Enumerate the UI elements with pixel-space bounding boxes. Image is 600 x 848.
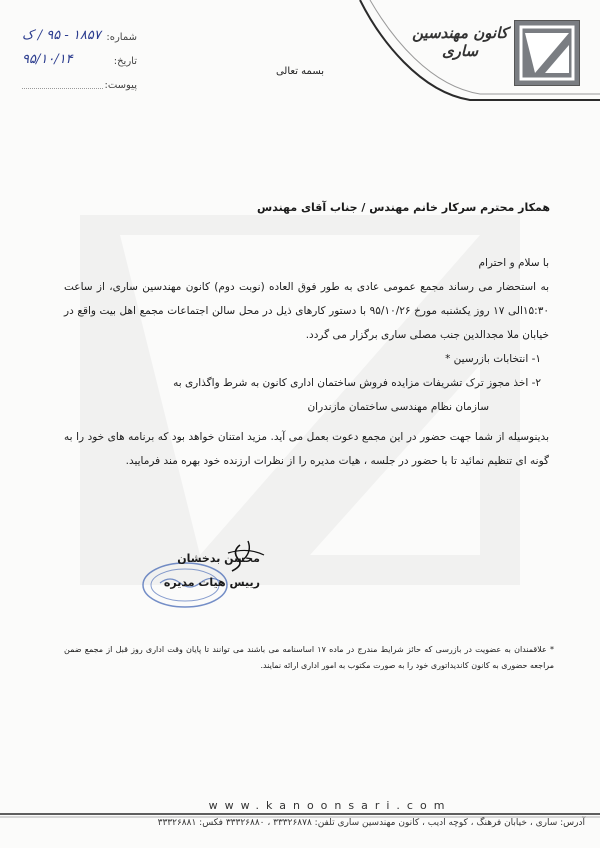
footer-address: آدرس: ساری ، خیابان فرهنگ ، کوچه ادیب ، کانون مهندسین ساری تلفن: ۳۳۳۲۶۸۷۸ ، ۳۳۳۲۶۸۸۰ فکس: ۳۳۳۲۶۸۸۱: [157, 818, 585, 828]
greeting: با سلام و احترام: [478, 257, 549, 269]
date-label: تاریخ:: [113, 56, 137, 67]
attachment-label: پیوست:: [104, 80, 137, 91]
number-label: شماره:: [106, 32, 137, 43]
org-name: کانون مهندسین ساری: [412, 24, 508, 60]
logo-icon: [515, 21, 579, 85]
agenda-item-2-continued: سازمان نظام مهندسی ساختمان مازندران: [307, 401, 489, 413]
footnote: * علاقمندان به عضویت در بازرسی که حائز شرایط مندرج در ماده ۱۷ اساسنامه می باشند می توانند تا پایان وقت اداری روز قبل از مجمع ضمن مراجعه حضوری به کانون کاندیداتوری خود را به صورت مکتوب به امور اداری ارائه نمایند.: [64, 645, 554, 670]
signature-stamp: [140, 535, 290, 615]
date-row: [22, 52, 137, 80]
website: www.kanoonsari.com: [208, 799, 452, 812]
letter-body: [64, 251, 549, 473]
basmala: بسمه تعالی: [275, 66, 325, 77]
agenda-item-1: ۱- انتخابات بازرسین *: [445, 353, 541, 365]
signatory-name: محسن بدخشان: [177, 552, 260, 565]
letter-meta: [22, 28, 137, 104]
attachment-row: [22, 80, 137, 104]
date-value: ۹۵/۱۰/۱۴: [22, 52, 73, 67]
recipient-line: همکار محترم سرکار خانم مهندس / جناب آقای مهندس: [257, 201, 550, 214]
number-value: ۱۸۵۷ - ۹۵ / ک: [22, 28, 101, 43]
paragraph-invitation: بدینوسیله از شما جهت حضور در این مجمع دعوت بعمل می آید. مزید امتنان خواهد بود که برنامه های خود را به گونه ای تنظیم نمائید تا با حضور در جلسه ، هیات مدیره را از نظرات ارزنده خود بهره مند فرمایید.: [64, 431, 549, 467]
agenda-item-2: ۲- اخذ مجوز ترک تشریفات مزایده فروش ساختمان اداری کانون به شرط واگذاری به: [173, 377, 541, 389]
attachment-dots: [22, 88, 103, 89]
signatory-title: رییس هیات مدیره: [163, 576, 260, 589]
paragraph-intro: به استحضار می رساند مجمع عمومی عادی به طور فوق العاده (نوبت دوم) کانون مهندسین ساری، از ساعت ۱۵:۳۰الی ۱۷ روز یکشنبه مورخ ۹۵/۱۰/۲۶ با دستور کارهای ذیل در محل سالن اجتماعات مجمع اهل بیت واقع در خیابان ملا مجدالدین جنب مصلی ساری برگزار می گردد.: [64, 281, 549, 341]
org-logo: [514, 20, 580, 86]
